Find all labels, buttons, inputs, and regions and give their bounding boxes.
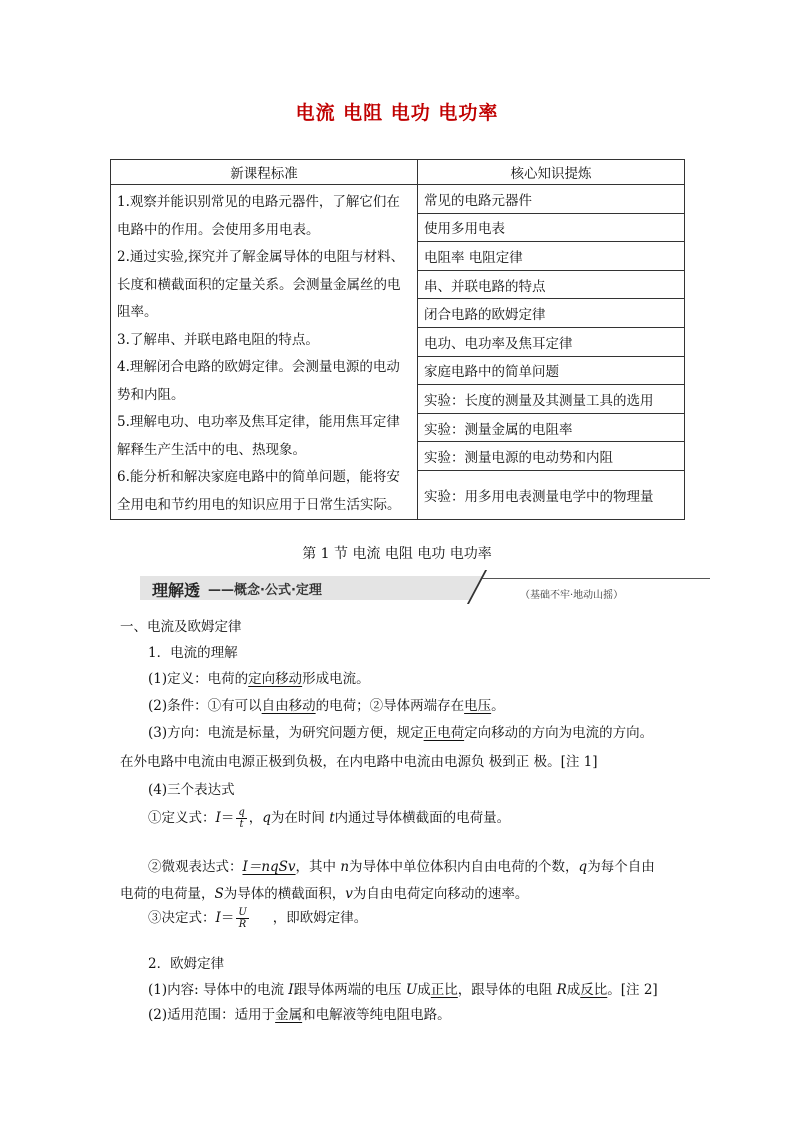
definition-paragraph: (1)定义：电荷的定向移动形成电流。 [148, 671, 370, 687]
micro-formula-line2: 电荷的电荷量，S为导体的横截面积，v为自由电荷定向移动的速率。 [120, 886, 529, 902]
standards-line: 阻率。 [117, 304, 158, 320]
standards-line: 解释生产生活中的电、热现象。 [117, 441, 306, 458]
direction-paragraph-line2: 在外电路中电流由电源正极到负极，在内电路中电流由电源负 极到正 极。[注 1] [120, 754, 598, 770]
banner-sub-label: ——概念·公式·定理 [208, 583, 322, 598]
heading-current-understanding: 1．电流的理解 [148, 645, 238, 661]
knowledge-item: 家庭电路中的简单问题 [418, 356, 685, 385]
knowledge-item: 电功、电功率及焦耳定律 [418, 327, 685, 356]
knowledge-item: 实验：长度的测量及其测量工具的选用 [418, 385, 685, 414]
ohm-law-content: (1)内容: 导体中的电流 I跟导体两端的电压 U成正比，跟导体的电阻 R成反比。[注 2] [148, 982, 658, 998]
knowledge-item: 电阻率 电阻定律 [418, 242, 685, 271]
fraction-u-over-r: $\frac{U}{R}$ [238, 907, 247, 930]
condition-paragraph: (2)条件：①有可以自由移动的电荷；②导体两端存在电压。 [148, 698, 505, 714]
decision-formula: ③决定式：I＝ $\frac{U}{R}$ ，即欧姆定律。 [148, 907, 368, 930]
heading-ohm-law: 2．欧姆定律 [148, 956, 225, 972]
knowledge-item: 实验：测量电源的电动势和内阻 [418, 442, 685, 471]
standards-line: 2.通过实验,探究并了解金属导体的电阻与材料、 [117, 249, 405, 265]
expressions-heading: (4)三个表达式 [148, 782, 235, 798]
knowledge-item: 使用多用电表 [418, 213, 685, 242]
standards-line: 长度和横截面积的定量关系。会测量金属丝的电 [117, 276, 401, 293]
knowledge-item: 常见的电路元器件 [418, 185, 685, 214]
document-title: 电流 电阻 电功 电功率 [295, 102, 499, 124]
knowledge-item: 闭合电路的欧姆定律 [418, 299, 685, 328]
banner-note: （基础不牢·地动山摇） [520, 590, 624, 601]
standards-cell [111, 185, 418, 520]
fraction-q-over-t: $\frac{q}{t}$ [238, 807, 245, 830]
curriculum-table [110, 159, 685, 520]
ohm-law-scope: (2)适用范围：适用于金属和电解液等纯电阻电路。 [148, 1007, 451, 1023]
section-banner [140, 574, 710, 606]
standards-line: 全用电和节约用电的知识应用于日常生活实际。 [117, 496, 401, 513]
section-title: 第 1 节 电流 电阻 电功 电功率 [302, 546, 492, 562]
banner-rule [482, 578, 710, 579]
standards-line: 3.了解串、并联电路电阻的特点。 [117, 331, 319, 348]
table-header-standards: 新课程标准 [111, 160, 418, 185]
standards-line: 4.理解闭合电路的欧姆定律。会测量电源的电动 [117, 359, 400, 375]
table-header-core-knowledge: 核心知识提炼 [418, 160, 685, 185]
banner-main-label: 理解透 [152, 581, 201, 600]
standards-line: 1.观察并能识别常见的电路元器件，了解它们在 [117, 194, 400, 210]
direction-paragraph: (3)方向：电流是标量，为研究问题方便，规定正电荷定向移动的方向为电流的方向。 [148, 725, 654, 741]
standards-line: 势和内阻。 [117, 386, 185, 403]
standards-line: 5.理解电功、电功率及焦耳定律，能用焦耳定律 [117, 414, 400, 430]
knowledge-item: 实验：测量金属的电阻率 [418, 413, 685, 442]
heading-current-ohm: 一、电流及欧姆定律 [120, 619, 242, 635]
standards-line: 电路中的作用。会使用多用电表。 [117, 221, 320, 238]
knowledge-item: 实验：用多用电表测量电学中的物理量 [418, 470, 685, 519]
standards-line: 6.能分析和解决家庭电路中的简单问题，能将安 [117, 469, 400, 485]
definition-formula: ①定义式：I＝ $\frac{q}{t}$ ，q为在时间 t内通过导体横截面的电荷量。 [148, 807, 511, 830]
knowledge-item: 串、并联电路的特点 [418, 270, 685, 299]
micro-formula: ②微观表达式：I＝nqSv，其中 n为导体中单位体积内自由电荷的个数，q为每个自由 [148, 859, 655, 875]
